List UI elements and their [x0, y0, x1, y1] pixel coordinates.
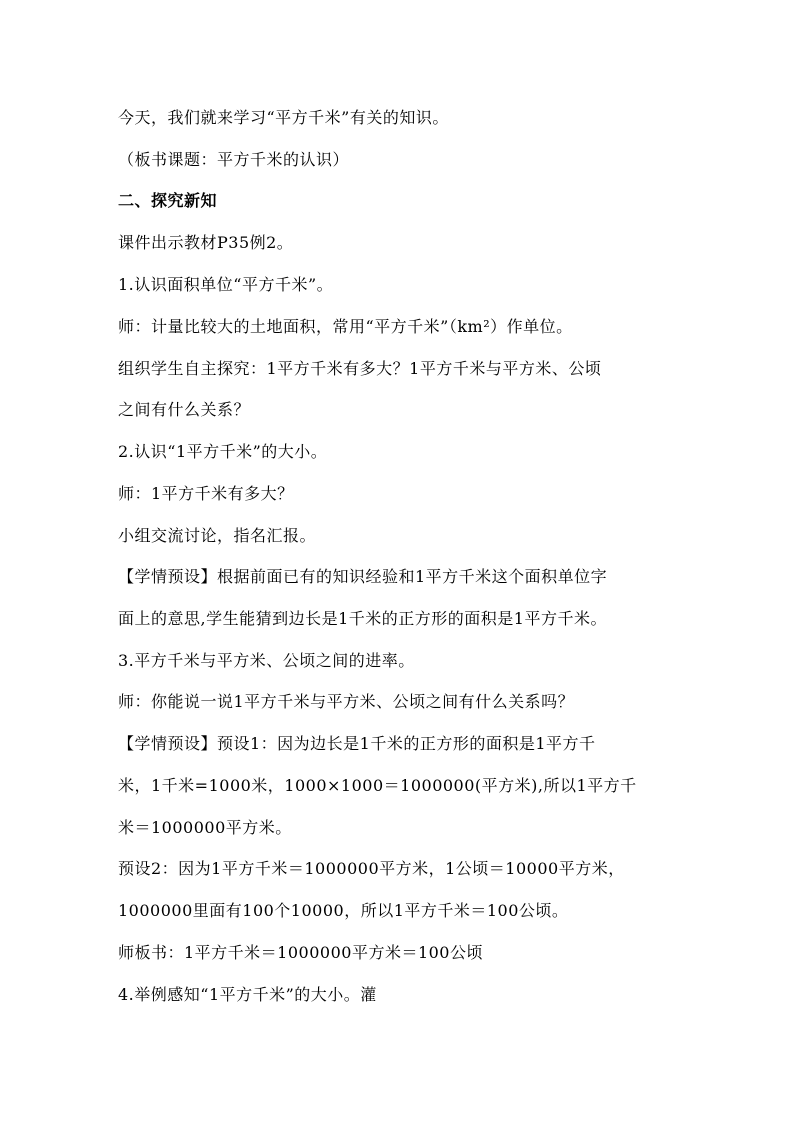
preset-1-line-1: 【学情预设】根据前面已有的知识经验和1平方千米这个面积单位字 [118, 567, 608, 586]
teacher-line-1: 师：计量比较大的土地面积，常用“平方千米”（km²）作单位。 [118, 317, 573, 336]
teacher-line-2: 师：1平方千米有多大？ [118, 484, 294, 503]
preset-2-line-3: 米＝1000000平方米。 [118, 818, 292, 837]
step-4-title: 4.举例感知“1平方千米”的大小。灌 [118, 985, 377, 1004]
preset-2-line-1: 【学情预设】预设1：因为边长是1千米的正方形的面积是1平方千 [118, 734, 596, 753]
paragraph-board-title: （板书课题：平方千米的认识） [118, 150, 350, 169]
paragraph-courseware: 课件出示教材P35例2。 [118, 233, 294, 252]
step-3-title: 3.平方千米与平方米、公顷之间的进率。 [118, 651, 415, 670]
teacher-board-writing: 师板书：1平方千米＝1000000平方米＝100公顷 [118, 943, 483, 962]
step-1-title: 1.认识面积单位“平方千米”。 [118, 275, 334, 294]
group-discussion: 小组交流讨论，指名汇报。 [118, 526, 317, 545]
preset-2-line-2: 米，1千米=1000米，1000×1000＝1000000(平方米),所以1平方千 [118, 776, 637, 795]
teacher-line-3: 师：你能说一说1平方千米与平方米、公顷之间有什么关系吗？ [118, 692, 575, 711]
explore-line-2: 之间有什么关系？ [118, 400, 251, 419]
paragraph-intro: 今天，我们就来学习“平方千米”有关的知识。 [118, 108, 449, 127]
step-2-title: 2.认识“1平方千米”的大小。 [118, 442, 328, 461]
preset-3-line-2: 1000000里面有100个10000，所以1平方千米＝100公顷。 [118, 901, 569, 920]
explore-line-1: 组织学生自主探究：1平方千米有多大？1平方千米与平方米、公顷 [118, 359, 602, 378]
preset-1-line-2: 面上的意思,学生能猜到边长是1千米的正方形的面积是1平方千米。 [118, 609, 607, 628]
preset-3-line-1: 预设2：因为1平方千米＝1000000平方米，1公顷＝10000平方米， [118, 859, 625, 878]
section-heading: 二、探究新知 [118, 191, 218, 210]
